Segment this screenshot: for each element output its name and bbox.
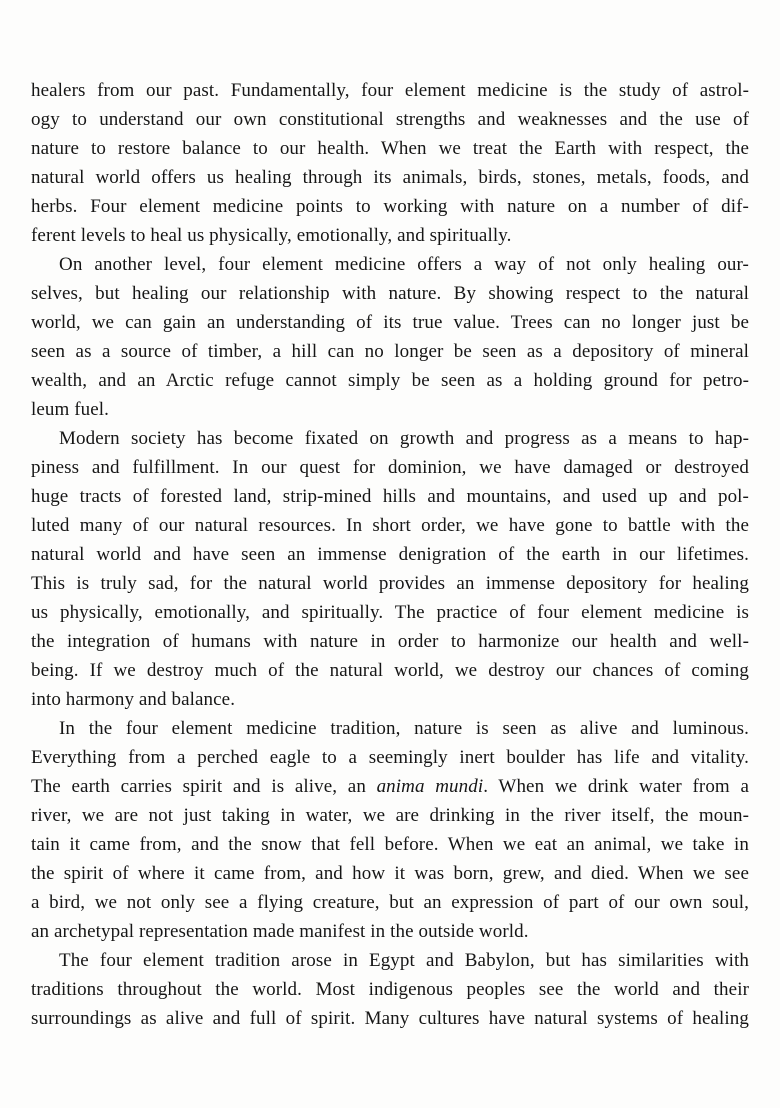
text-line: selves, but healing our relationship with nature. By showing respect to the natural	[31, 283, 749, 304]
text-line: surroundings as alive and full of spirit. Many cultures have natural systems of healing	[31, 1008, 749, 1029]
text-line: being. If we destroy much of the natural world, we destroy our chances of coming	[31, 660, 749, 681]
italic-phrase: anima mundi	[376, 776, 484, 797]
paragraph	[31, 946, 749, 1033]
paragraph	[31, 714, 749, 946]
text-line: ferent levels to heal us physically, emotionally, and spiritually.	[31, 225, 512, 246]
text-line: seen as a source of timber, a hill can no longer be seen as a depository of mineral	[31, 341, 749, 362]
text-line: The four element tradition arose in Egypt and Babylon, but has similarities with	[59, 950, 749, 971]
text-line: Everything from a perched eagle to a seemingly inert boulder has life and vitality.	[31, 747, 749, 768]
page-text	[31, 76, 749, 1033]
text-line: river, we are not just taking in water, we are drinking in the river itself, the moun-	[31, 805, 749, 826]
text-line: piness and fulfillment. In our quest for dominion, we have damaged or destroyed	[31, 457, 749, 478]
text-line: In the four element medicine tradition, nature is seen as alive and luminous.	[59, 718, 749, 739]
text-line: the spirit of where it came from, and how it was born, grew, and died. When we see	[31, 863, 749, 884]
text-line: huge tracts of forested land, strip-mined hills and mountains, and used up and pol-	[31, 486, 749, 507]
text-line: herbs. Four element medicine points to working with nature on a number of dif-	[31, 196, 749, 217]
text-line: an archetypal representation made manifest in the outside world.	[31, 921, 529, 942]
text-line: ogy to understand our own constitutional strengths and weaknesses and the use of	[31, 109, 749, 130]
text-line: On another level, four element medicine offers a way of not only healing our-	[59, 254, 749, 275]
text-line: wealth, and an Arctic refuge cannot simply be seen as a holding ground for petro-	[31, 370, 749, 391]
text-line: healers from our past. Fundamentally, four element medicine is the study of astrol-	[31, 80, 749, 101]
text-line: tain it came from, and the snow that fell before. When we eat an animal, we take in	[31, 834, 749, 855]
text-line: world, we can gain an understanding of its true value. Trees can no longer just be	[31, 312, 749, 333]
text-line: into harmony and balance.	[31, 689, 236, 710]
text-line: a bird, we not only see a flying creature, but an expression of part of our own soul,	[31, 892, 749, 913]
text-line: the integration of humans with nature in order to harmonize our health and well-	[31, 631, 749, 652]
text-segment: . When we drink water from a	[483, 776, 749, 797]
text-line: traditions throughout the world. Most indigenous peoples see the world and their	[31, 979, 749, 1000]
text-line	[31, 772, 749, 801]
text-line: us physically, emotionally, and spiritually. The practice of four element medicine is	[31, 602, 749, 623]
text-line: This is truly sad, for the natural world provides an immense depository for healing	[31, 573, 749, 594]
paragraph	[31, 424, 749, 714]
text-line: nature to restore balance to our health. When we treat the Earth with respect, the	[31, 138, 749, 159]
text-line: Modern society has become fixated on growth and progress as a means to hap-	[59, 428, 749, 449]
text-line: natural world and have seen an immense denigration of the earth in our lifetimes.	[31, 544, 749, 565]
text-line: natural world offers us healing through its animals, birds, stones, metals, foods, and	[31, 167, 749, 188]
text-line: luted many of our natural resources. In short order, we have gone to battle with the	[31, 515, 749, 536]
paragraph	[31, 250, 749, 424]
text-segment: The earth carries spirit and is alive, an	[31, 776, 377, 797]
paragraph	[31, 76, 749, 250]
text-line: leum fuel.	[31, 399, 110, 420]
